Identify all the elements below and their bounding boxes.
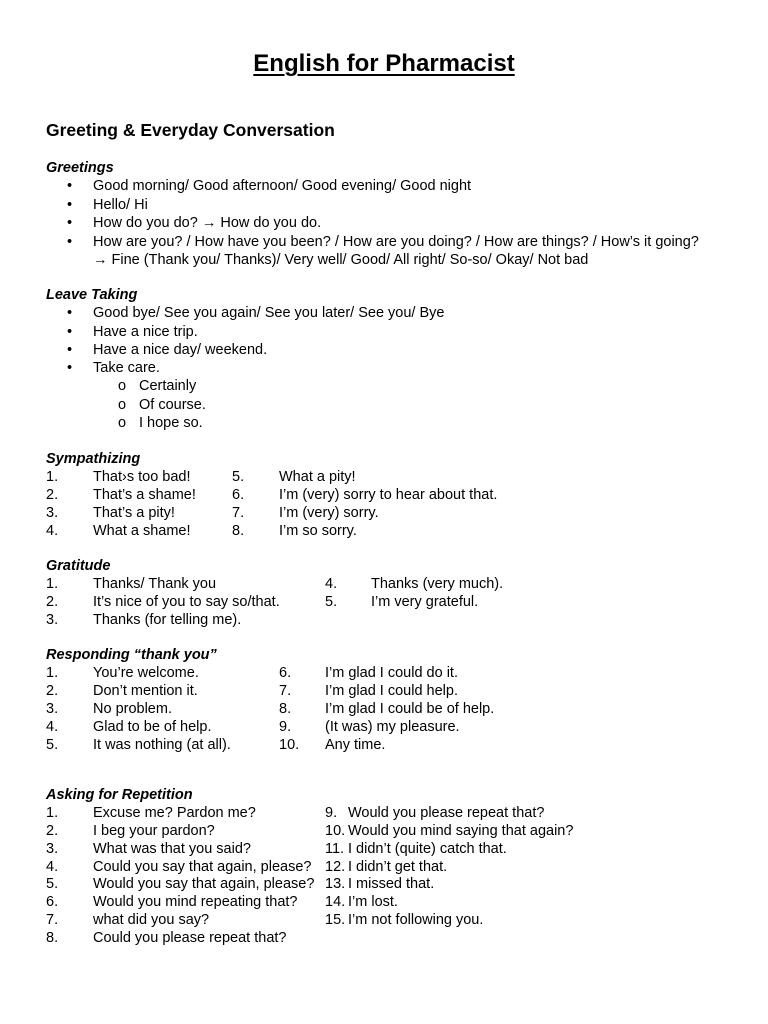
item-text: What a shame! [93, 523, 191, 540]
item-text: Good bye/ See you again/ See you later/ See you/ Bye [93, 305, 445, 322]
bullet-marker: • [67, 178, 73, 195]
item-number: 5. [46, 876, 59, 893]
item-number: 9. [279, 719, 292, 736]
list-row [46, 823, 746, 841]
list-item [46, 214, 746, 232]
item-text: Take care. [93, 360, 160, 377]
item-text: Would you say that again, please? [93, 876, 315, 893]
item-number: 3. [46, 612, 59, 629]
bullet-marker: • [67, 341, 73, 358]
leave-taking-section [46, 286, 746, 432]
item-number: 2. [46, 683, 59, 700]
item-text: Could you please repeat that? [93, 930, 287, 947]
subsection-title-sympathizing: Sympathizing [46, 451, 141, 467]
item-text: It was nothing (at all). [93, 737, 231, 754]
list-item [46, 323, 746, 341]
item-text: I’m (very) sorry to hear about that. [279, 487, 498, 504]
item-text: Hello/ Hi [93, 196, 148, 213]
item-text: How are you? / How have you been? / How are you doing? / How are things? / How’s it going? [93, 233, 699, 250]
list-row [46, 894, 746, 912]
list-row [46, 805, 746, 823]
list-item [46, 177, 746, 195]
list-row [46, 593, 746, 611]
sub-bullet-marker: o [118, 378, 127, 395]
list-row [46, 859, 746, 877]
sub-list-item [46, 414, 746, 432]
item-number: 1. [46, 469, 59, 486]
list-row [46, 468, 746, 486]
item-number: 10. [325, 822, 346, 839]
item-number: 2. [46, 594, 59, 611]
item-text: That›s too bad! [93, 469, 191, 486]
item-number: 8. [46, 930, 59, 947]
item-text: I’m so sorry. [279, 523, 357, 540]
item-number: 2. [46, 487, 59, 504]
sub-list-item [46, 377, 746, 395]
item-number: 12. [325, 858, 346, 875]
item-text: Thanks (for telling me). [93, 612, 242, 629]
item-text: I’m glad I could be of help. [325, 701, 495, 718]
item-text: Any time. [325, 737, 386, 754]
item-number: 3. [46, 840, 59, 857]
item-text: What a pity! [279, 469, 356, 486]
list-row [46, 522, 746, 540]
bullet-marker: • [67, 323, 73, 340]
item-text: Have a nice trip. [93, 323, 198, 340]
bullet-marker: • [67, 233, 73, 250]
item-text: Certainly [139, 378, 197, 395]
list-row [46, 930, 746, 948]
list-row [46, 700, 746, 718]
item-text: Don’t mention it. [93, 683, 198, 700]
list-row [46, 664, 746, 682]
item-text: Could you say that again, please? [93, 858, 312, 875]
repetition-section [46, 787, 746, 948]
item-number: 6. [232, 487, 245, 504]
item-text: I hope so. [139, 415, 203, 432]
item-text: Would you mind repeating that? [93, 894, 298, 911]
section-heading: Greeting & Everyday Conversation [46, 120, 335, 140]
item-text: That’s a pity! [93, 505, 175, 522]
list-row [46, 486, 746, 504]
item-text: I’m not following you. [348, 912, 484, 929]
item-number: 15. [325, 912, 346, 929]
item-text: How do you do? → How do you do. [93, 215, 322, 232]
item-text: I missed that. [348, 876, 435, 893]
item-number: 7. [232, 505, 245, 522]
item-number: 5. [325, 594, 338, 611]
item-number: 1. [46, 576, 59, 593]
sub-list-item [46, 396, 746, 414]
item-text: Good morning/ Good afternoon/ Good evening/ Good night [93, 178, 472, 195]
item-number: 7. [279, 683, 292, 700]
item-text: I beg your pardon? [93, 822, 215, 839]
list-item [46, 233, 746, 251]
item-text: I didn’t (quite) catch that. [348, 840, 507, 857]
item-text: Would you please repeat that? [348, 804, 545, 821]
item-number: 6. [46, 894, 59, 911]
responding-section [46, 646, 746, 755]
item-number: 11. [325, 840, 345, 857]
list-row [46, 611, 746, 629]
item-text: Glad to be of help. [93, 719, 212, 736]
subsection-title-repetition: Asking for Repetition [46, 787, 193, 803]
item-text: No problem. [93, 701, 172, 718]
item-number: 4. [46, 719, 59, 736]
item-number: 1. [46, 804, 59, 821]
document-title: English for Pharmacist [253, 50, 515, 77]
sub-bullet-marker: o [118, 396, 127, 413]
item-text: I’m glad I could do it. [325, 665, 458, 682]
list-row [46, 575, 746, 593]
item-text: I’m glad I could help. [325, 683, 458, 700]
bullet-marker: • [67, 196, 73, 213]
item-text: You’re welcome. [93, 665, 199, 682]
item-number: 6. [279, 665, 292, 682]
sympathizing-section [46, 450, 746, 540]
list-item-continuation [46, 251, 746, 269]
item-text: I’m lost. [348, 894, 398, 911]
item-number: 4. [46, 858, 59, 875]
gratitude-section [46, 557, 746, 629]
subsection-title-gratitude: Gratitude [46, 558, 111, 574]
item-text: Thanks/ Thank you [93, 576, 217, 593]
item-number: 14. [325, 894, 346, 911]
item-number: 9. [325, 804, 338, 821]
item-number: 3. [46, 505, 59, 522]
item-text: What was that you said? [93, 840, 251, 857]
greetings-section [46, 159, 746, 269]
item-number: 8. [279, 701, 292, 718]
list-item [46, 341, 746, 359]
item-text: I didn’t get that. [348, 858, 448, 875]
list-item [46, 359, 746, 377]
item-number: 5. [232, 469, 245, 486]
item-number: 4. [325, 576, 338, 593]
bullet-marker: • [67, 215, 73, 232]
list-row [46, 841, 746, 859]
item-text: Excuse me? Pardon me? [93, 804, 256, 821]
item-number: 5. [46, 737, 59, 754]
item-number: 8. [232, 523, 245, 540]
bullet-marker: • [67, 360, 73, 377]
list-row [46, 504, 746, 522]
item-text: what did you say? [93, 912, 210, 929]
item-text: Would you mind saying that again? [348, 822, 574, 839]
item-text: It’s nice of you to say so/that. [93, 594, 280, 611]
item-text: → Fine (Thank you/ Thanks)/ Very well/ Good/ All right/ So-so/ Okay/ Not bad [93, 251, 589, 268]
list-row [46, 876, 746, 894]
subsection-title-leave-taking: Leave Taking [46, 287, 138, 303]
item-text: I’m very grateful. [371, 594, 479, 611]
item-text: I’m (very) sorry. [279, 505, 379, 522]
item-text: Of course. [139, 396, 206, 413]
list-item [46, 196, 746, 214]
list-row [46, 718, 746, 736]
list-item [46, 304, 746, 322]
list-row [46, 912, 746, 930]
item-number: 3. [46, 701, 59, 718]
item-text: Have a nice day/ weekend. [93, 341, 268, 358]
item-number: 13. [325, 876, 346, 893]
item-text: Thanks (very much). [371, 576, 504, 593]
list-row [46, 736, 746, 754]
item-number: 10. [279, 737, 300, 754]
subsection-title-responding: Responding “thank you” [46, 647, 217, 663]
item-number: 7. [46, 912, 59, 929]
item-number: 1. [46, 665, 59, 682]
item-text: That’s a shame! [93, 487, 196, 504]
subsection-title-greetings: Greetings [46, 160, 114, 176]
item-text: (It was) my pleasure. [325, 719, 460, 736]
sub-bullet-marker: o [118, 415, 127, 432]
bullet-marker: • [67, 305, 73, 322]
item-number: 4. [46, 523, 59, 540]
list-row [46, 682, 746, 700]
item-number: 2. [46, 822, 59, 839]
